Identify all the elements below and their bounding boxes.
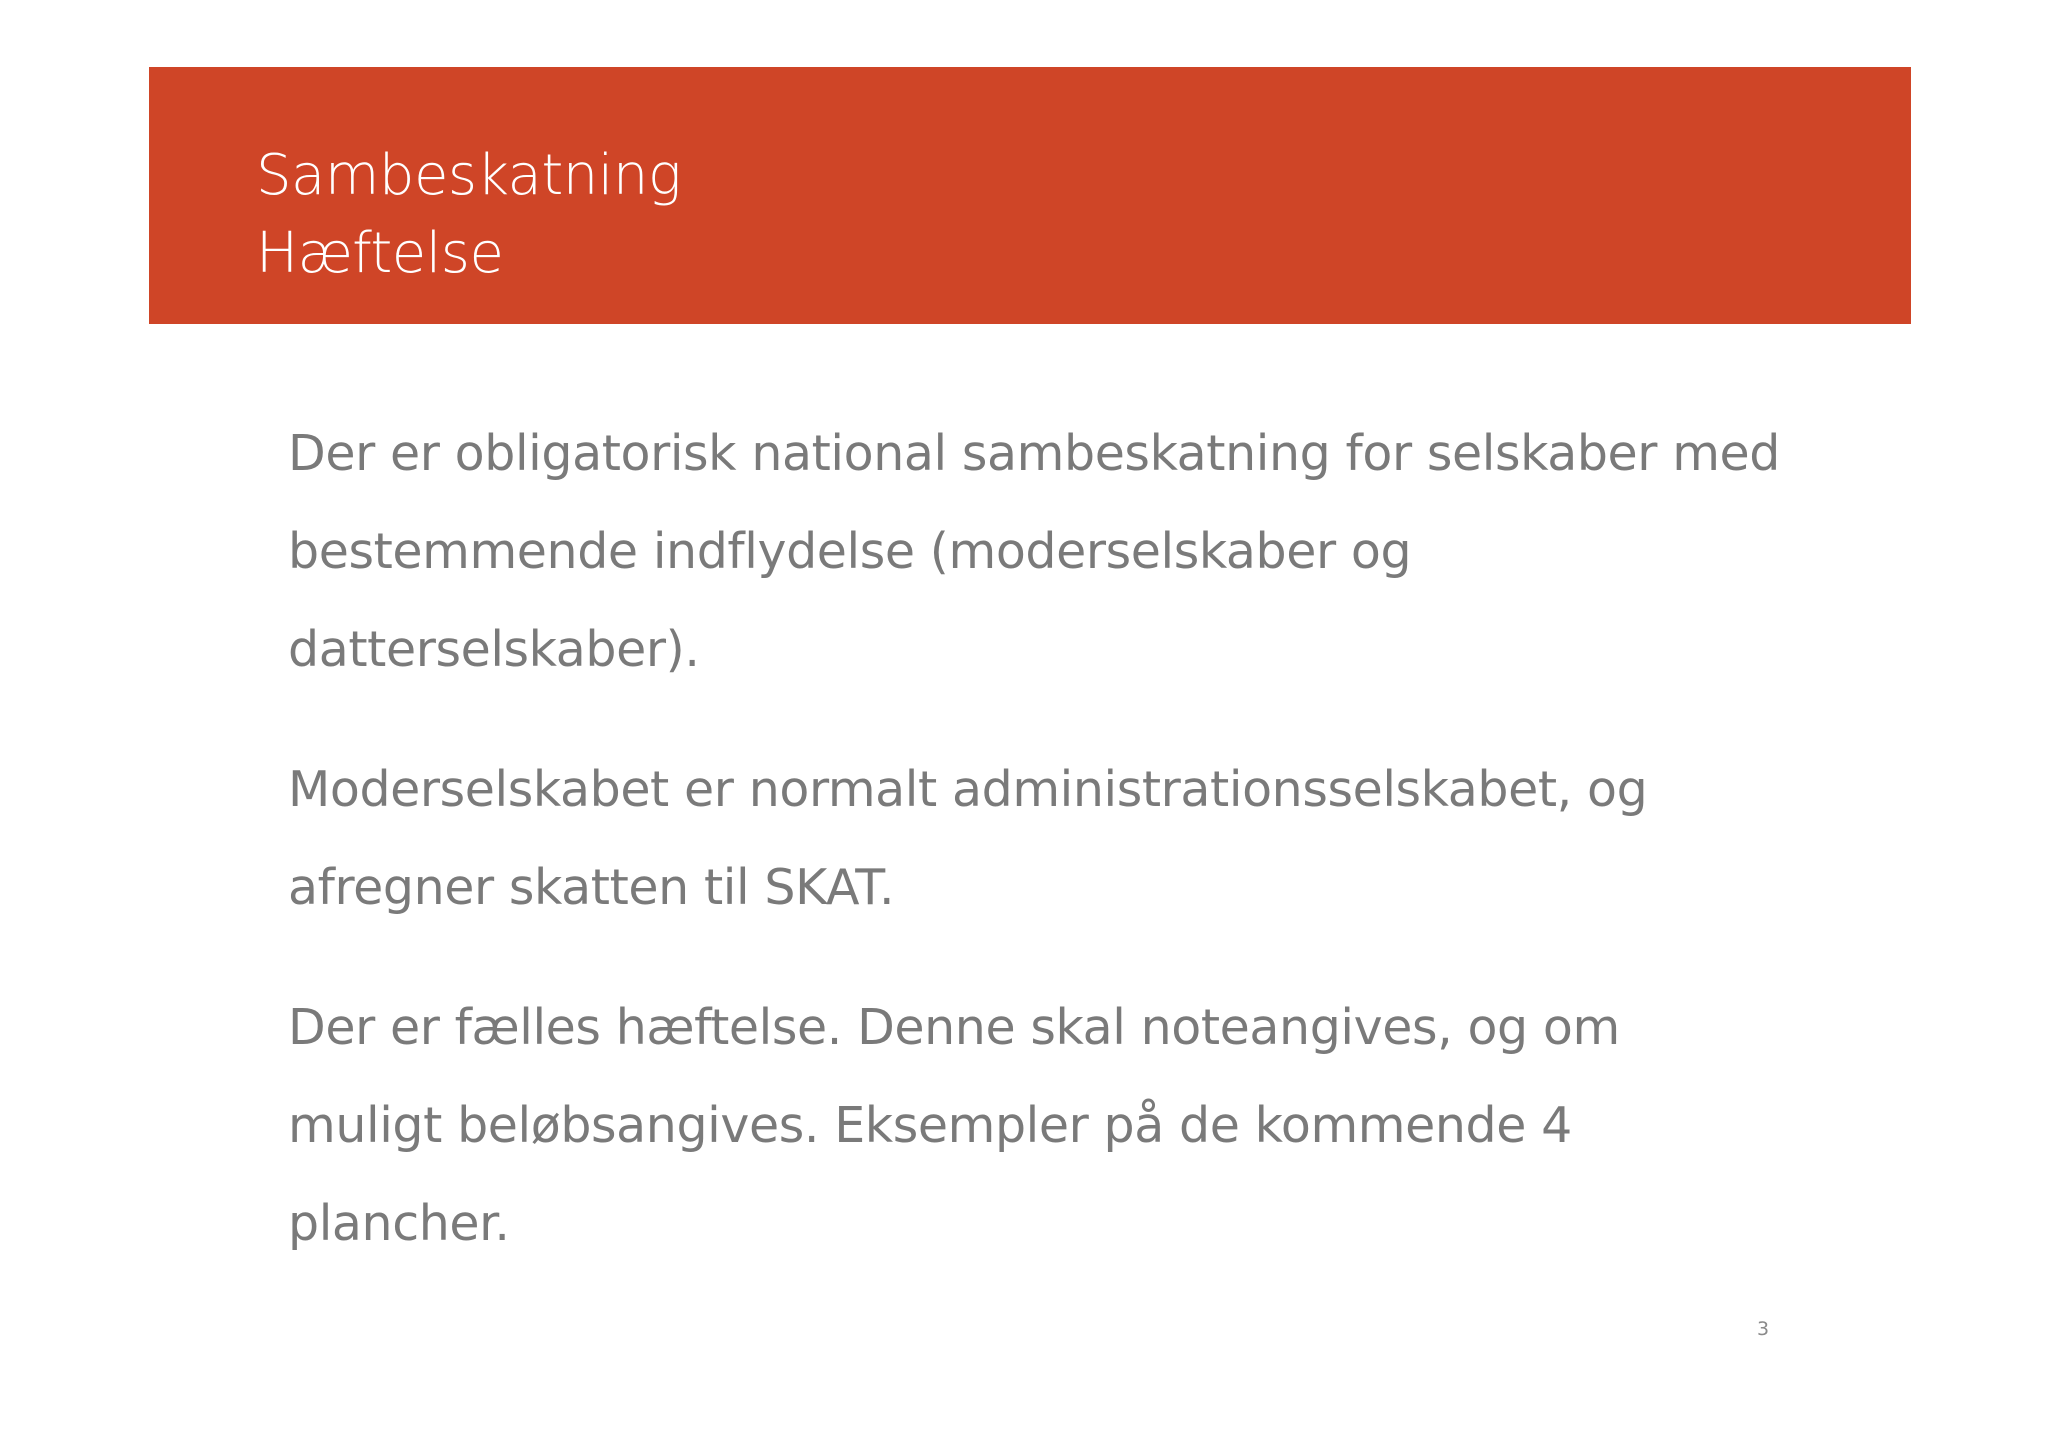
title-line-sub: Hæftelse: [256, 221, 504, 286]
title-band: [149, 67, 1911, 324]
paragraph-moderselskab: Moderselskabet er normalt administrationsselskabet, og afregner skatten til SKAT.: [288, 761, 1648, 916]
page-number: 3: [1757, 1318, 1770, 1340]
paragraph-haeftelse: Der er fælles hæftelse. Denne skal noteangives, og om muligt beløbsangives. Eksempler på de kommende 4 plancher.: [288, 999, 1620, 1252]
title-line-main: Sambeskatning: [256, 143, 681, 208]
paragraph-sambeskatning: Der er obligatorisk national sambeskatning for selskaber med bestemmende indflydelse (moderselskaber og datterselskaber).: [288, 425, 1780, 678]
slide-title: [256, 137, 681, 293]
slide-body: [288, 405, 1788, 1315]
